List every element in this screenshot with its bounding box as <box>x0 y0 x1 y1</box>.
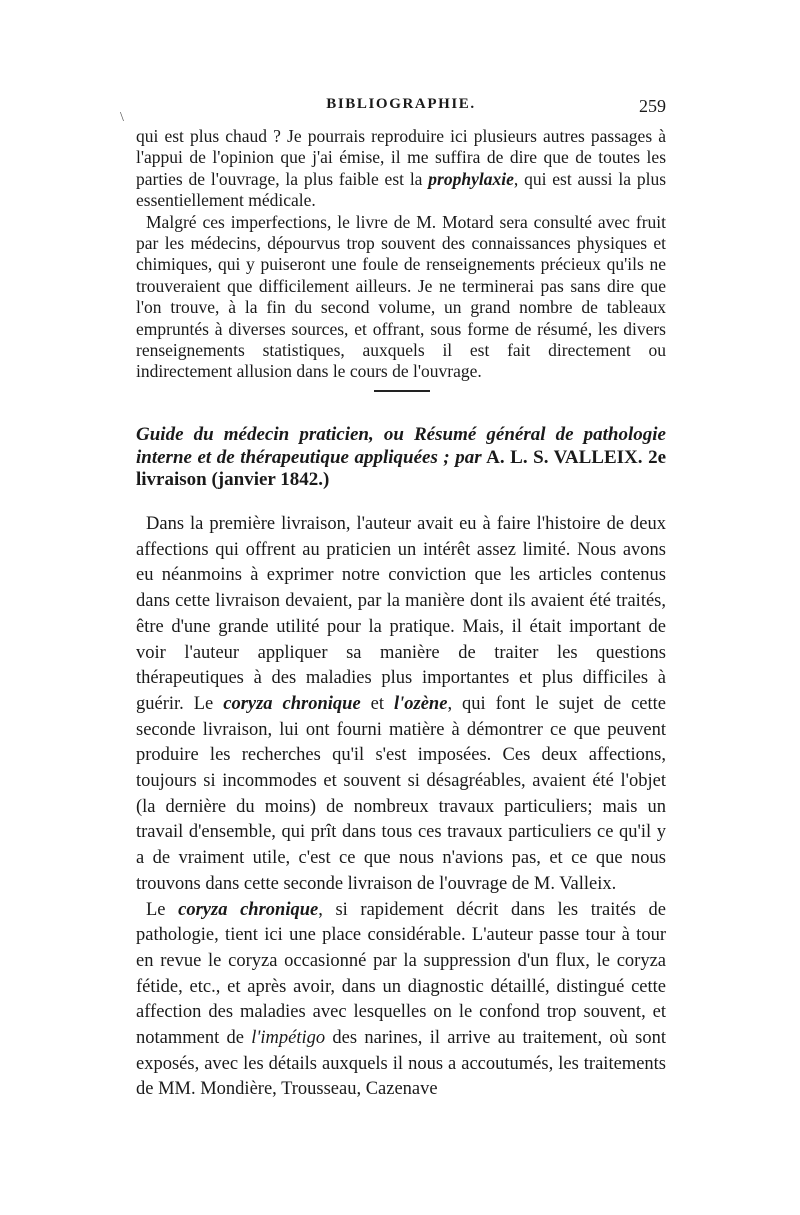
running-title: BIBLIOGRAPHIE. <box>326 96 476 112</box>
margin-mark: \ <box>120 110 124 125</box>
paragraph: qui est plus chaud ? Je pourrais reproduire ici plusieurs autres passages à l'appui de l'opinion que j'ai émise, il me suffira de dire que de toutes les parties de l'ouvrage, la plus faible est la prophylaxie, qui est aussi la plus essentiellement médicale. <box>136 126 667 211</box>
book-author: A. L. S. VALLEIX. <box>481 446 643 468</box>
italic-term: coryza chronique <box>178 899 319 920</box>
italic-term: prophylaxie <box>428 168 514 189</box>
review-heading <box>136 424 666 492</box>
paragraph: Malgré ces imperfections, le livre de M. Motard sera consulté avec fruit par les médecins, dépourvus trop souvent des connaissances physiques et chimiques, qui y puiseront une foule de renseignements précieux qu'ils ne trouveraient que difficilement ailleurs. Je ne terminerai pas sans dire que l'on trouve, à la fin du second volume, un grand nombre de tableaux empruntés à diverses sources, et offrant, sous forme de résumé, les divers renseignements statistiques, auxquels il est fait directement ou indirectement allusion dans le cours de l'ouvrage. <box>136 211 666 382</box>
italic-term: l'impétigo <box>251 1028 326 1049</box>
italic-term: l'ozène <box>393 693 448 714</box>
paragraph: Le coryza chronique, si rapidement décrit dans les traités de pathologie, tient ici une place considérable. L'auteur passe tour à tour en revue le coryza occasionné par la suppression d'un flux, le coryza fétide, etc., et après avoir, dans un diagnostic détaillé, distingué cette affection des maladies avec lesquelles on le confond trop souvent, et notamment de l'impétigo des narines, il arrive au traitement, où sont exposés, avec les détails auxquels il nous a accoutumés, les traitements de MM. Mondière, Trousseau, Cazenave <box>136 899 666 1100</box>
issue-note: 2e livraison (janvier 1842.) <box>136 446 667 490</box>
running-header <box>136 96 666 120</box>
section-divider <box>374 390 430 392</box>
italic-term: coryza chronique <box>223 693 361 714</box>
page-number: 259 <box>639 96 666 116</box>
paragraph: Dans la première livraison, l'auteur avait eu à faire l'histoire de deux affections qui offrent au praticien un intérêt assez limité. Nous avons eu néanmoins à exprimer notre conviction que les articles contenus dans cette livraison devaient, par la manière dont ils avaient été traités, être d'une grande utilité pour la pratique. Mais, il était important de voir l'auteur appliquer sa manière de traiter les questions thérapeutiques à des maladies plus importantes et plus difficiles à guérir. Le coryza chronique et l'ozène, qui font le sujet de cette seconde livraison, lui ont fourni matière à démontrer ce que peuvent produire les recherches qu'il s'est imposées. Ces deux affections, toujours si incommodes et souvent si désagréables, avaient été l'objet (la dernière du moins) de nombreux travaux particuliers; mais un travail d'ensemble, qui prît dans tous ces travaux particuliers ce qu'il y a de vraiment utile, c'est ce que nous n'avions pas, et ce que nous trouvons dans cette seconde livraison de l'ouvrage de M. Valleix. <box>136 514 667 894</box>
book-title: Guide du médecin praticien, ou Résumé général de pathologie interne et de thérapeutique appliquées ; par <box>136 424 666 468</box>
review-body <box>136 512 666 1103</box>
previous-review-conclusion <box>136 126 666 383</box>
